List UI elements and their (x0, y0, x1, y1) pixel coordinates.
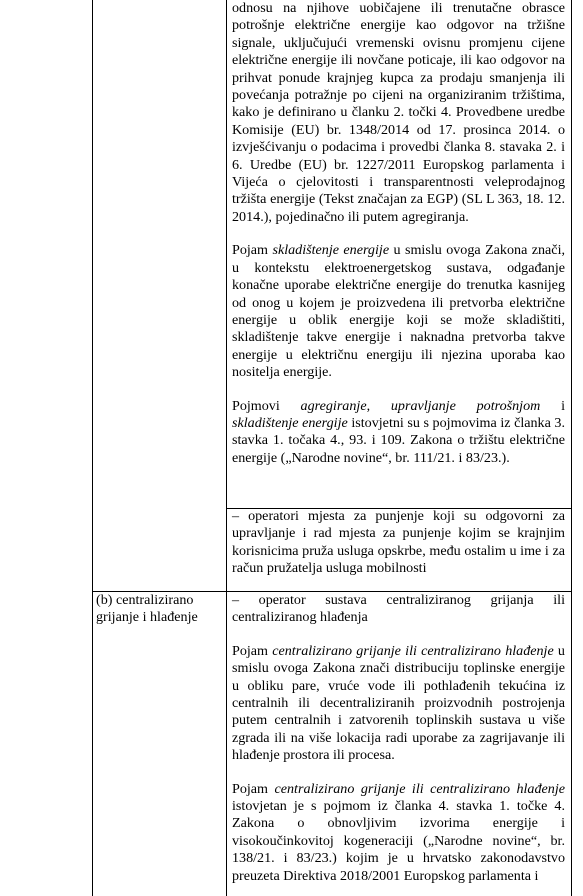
charging-operators-text: – operatori mjesta za punjenje koji su odgovorni za upravljanje i rad mjesta za punjenje kojim se krajnjim korisnicima pruža usluga opskrbe, među ostalim u ime i za račun pružatelja usluga mobilnosti (232, 508, 565, 577)
table-border-right (571, 0, 572, 896)
district-heating-definition-paragraph: Pojam centralizirano grijanje ili centralizirano hlađenje u smislu ovoga Zakona znači distribuciju toplinske energije u obliku pare, vruće vode ili pothlađenih tekućina iz centralnih ili decentraliziranih proizvodnih postrojenja putem centralnih i zatvorenih toplinskih sustava u više zgrada ili na više lokacija radi uporabe za zagrijavanje ili hlađenje prostora ili procesa. (232, 642, 565, 764)
district-heating-label (96, 592, 208, 627)
district-heating-cell (232, 592, 565, 885)
energy-storage-paragraph: Pojam skladištenje energije u smislu ovoga Zakona znači, u kontekstu elektroenergetskog sustava, odgađanje konačne uporabe električne energije do trenutka kasnijeg od onog u kojem je proizvedena ili pretvorba električne energije u oblik energije koji se može skladištiti, skladištenje takve energije i naknadna pretvorba takve energije u električnu energiju ili njezina uporaba kao nositelja energije. (232, 242, 566, 381)
charging-operators-cell (232, 508, 565, 578)
terms-equivalence-paragraph: Pojmovi agregiranje, upravljanje potrošnjom i skladištenje energije istovjetni su s pojmovima iz članka 3. stavka 1. točaka 4., 93. i 109. Zakona o tržištu električne energije („Narodne novine“, br. 111/21. i 83/23.). (232, 397, 566, 466)
district-heating-operator-text: – operator sustava centraliziranog grijanja ili centraliziranog hlađenja (232, 592, 565, 626)
district-heating-label-text: (b) centralizirano grijanje i hlađenje (96, 592, 198, 626)
demand-response-paragraph: odnosu na njihove uobičajene ili trenutačne obrasce potrošnje električne energije kao odgovor na tržišne signale, uključujući vremenski ovisnu promjenu cijene električne energije ili novčane poticaje, ili kao odgovor na prihvat ponude krajnjeg kupca za prodaju smanjenja ili povećanja potražnje po cijeni na organiziranim tržištima, kako je definirano u članku 2. točki 4. Provedbene uredbe Komisije (EU) br. 1348/2014 od 17. prosinca 2014. o izvješćivanju o podacima i provedbi članka 8. stavaka 2. i 6. Uredbe (EU) br. 1227/2011 Europskog parlamenta i Vijeća o cjelovitosti i transparentnosti veleprodajnog tržišta energije (Tekst značajan za EGP) (SL L 363, 18. 12. 2014.), pojedinačno ili putem agregiranja. (232, 0, 565, 225)
definition-cell (232, 0, 565, 467)
table-border-col-divider (226, 0, 227, 896)
table-border-left (92, 0, 93, 896)
district-heating-equivalence-paragraph: Pojam centralizirano grijanje ili centralizirano hlađenje istovjetan je s pojmom iz članka 4. stavka 1. točke 4. Zakona o obnovljivim izvorima energije i visokoučinkovitoj kogeneraciji („Narodne novine“, br. 138/21. i 83/23.) kojim je u hrvatsko zakonodavstvo preuzeta Direktiva 2018/2001 Europskog parlamenta i (232, 780, 565, 884)
